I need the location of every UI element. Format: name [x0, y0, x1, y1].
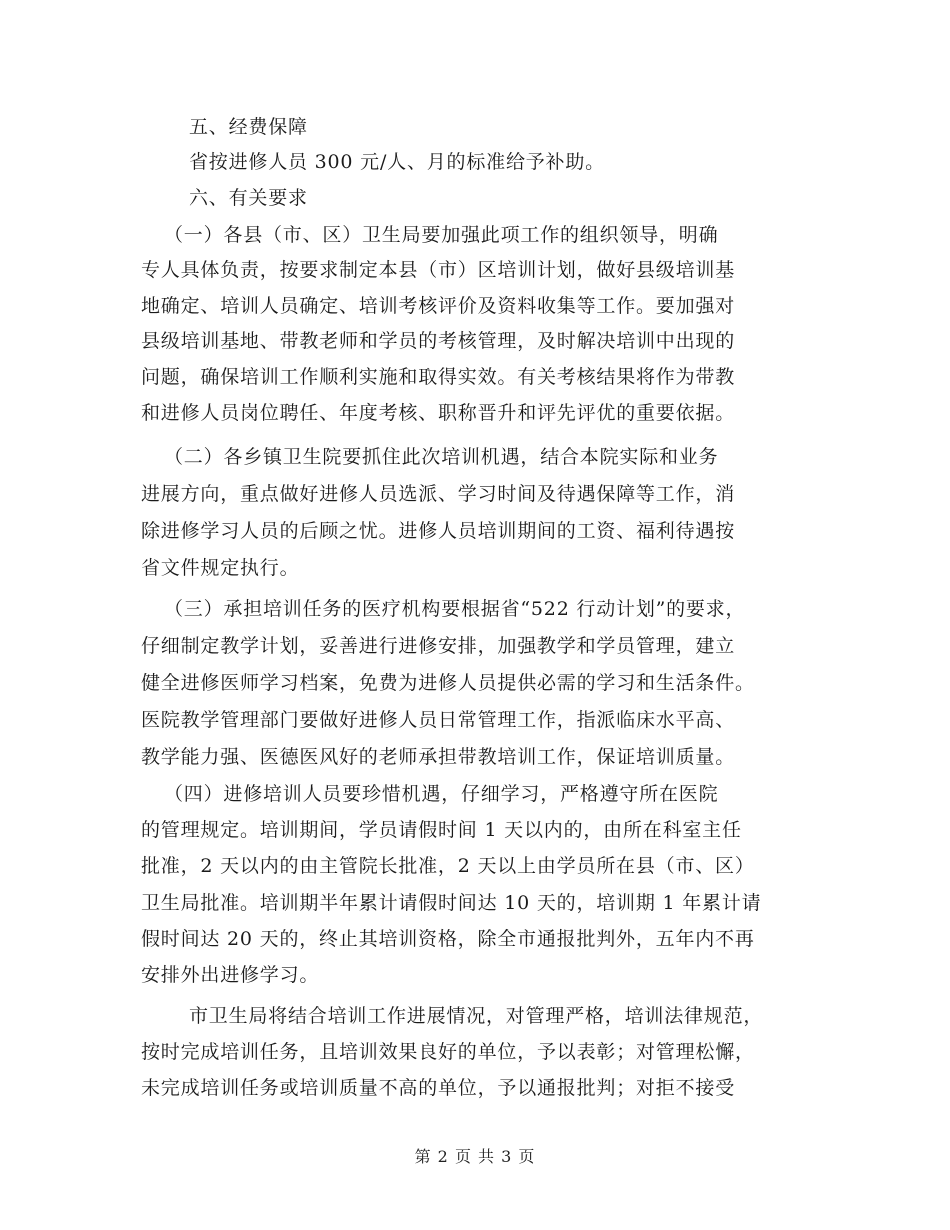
paragraph-line: 健全进修医师学习档案，免费为进修人员提供必需的学习和生活条件。	[141, 672, 755, 694]
paragraph-line: 除进修学习人员的后顾之忧。进修人员培训期间的工资、福利待遇按	[141, 520, 736, 542]
paragraph-line: 和进修人员岗位聘任、年度考核、职称晋升和评先评优的重要依据。	[141, 402, 736, 424]
paragraph-line: 的管理规定。培训期间，学员请假时间 1 天以内的，由所在科室主任	[141, 819, 742, 841]
paragraph-line: 医院教学管理部门要做好进修人员日常管理工作，指派临床水平高、	[141, 709, 736, 731]
paragraph-line: 假时间达 20 天的，终止其培训资格，除全市通报批判外，五年内不再	[141, 928, 755, 950]
paragraph-line: 安排外出进修学习。	[141, 964, 320, 986]
paragraph-line: 卫生局批准。培训期半年累计请假时间达 10 天的，培训期 1 年累计请	[141, 892, 762, 914]
paragraph-line: 省文件规定执行。	[141, 557, 300, 579]
paragraph-line: 未完成培训任务或培训质量不高的单位，予以通报批判；对拒不接受	[141, 1077, 736, 1099]
paragraph-line: 市卫生局将结合培训工作进展情况，对管理严格，培训法律规范，	[189, 1005, 764, 1027]
section-heading-funding: 五、经费保障	[189, 116, 308, 138]
paragraph-line: 批准，2 天以内的由主管院长批准，2 天以上由学员所在县（市、区）	[141, 855, 755, 877]
paragraph-line: 县级培训基地、带教老师和学员的考核管理，及时解决培训中出现的	[141, 330, 736, 352]
paragraph-line: 省按进修人员 300 元/人、月的标准给予补助。	[189, 151, 605, 173]
page-number-footer: 第 2 页 共 3 页	[414, 1147, 536, 1166]
paragraph-line: 问题，确保培训工作顺利实施和取得实效。有关考核结果将作为带教	[141, 366, 736, 388]
section-heading-requirements: 六、有关要求	[189, 187, 308, 209]
paragraph-line: （二）各乡镇卫生院要抓住此次培训机遇，结合本院实际和业务	[164, 446, 719, 468]
paragraph-line: 进展方向，重点做好进修人员选派、学习时间及待遇保障等工作，消	[141, 483, 736, 505]
paragraph-line: 教学能力强、医德医风好的老师承担带教培训工作，保证培训质量。	[141, 746, 736, 768]
paragraph-line: 按时完成培训任务，且培训效果良好的单位，予以表彰；对管理松懈，	[141, 1041, 755, 1063]
paragraph-line: 仔细制定教学计划，妥善进行进修安排，加强教学和学员管理，建立	[141, 635, 736, 657]
paragraph-line: 专人具体负责，按要求制定本县（市）区培训计划，做好县级培训基	[141, 259, 736, 281]
paragraph-line: （四）进修培训人员要珍惜机遇，仔细学习，严格遵守所在医院	[164, 783, 719, 805]
paragraph-line: （三）承担培训任务的医疗机构要根据省“522 行动计划”的要求，	[164, 598, 746, 620]
paragraph-line: 地确定、培训人员确定、培训考核评价及资料收集等工作。要加强对	[141, 295, 736, 317]
paragraph-line: （一）各县（市、区）卫生局要加强此项工作的组织领导，明确	[164, 224, 719, 246]
